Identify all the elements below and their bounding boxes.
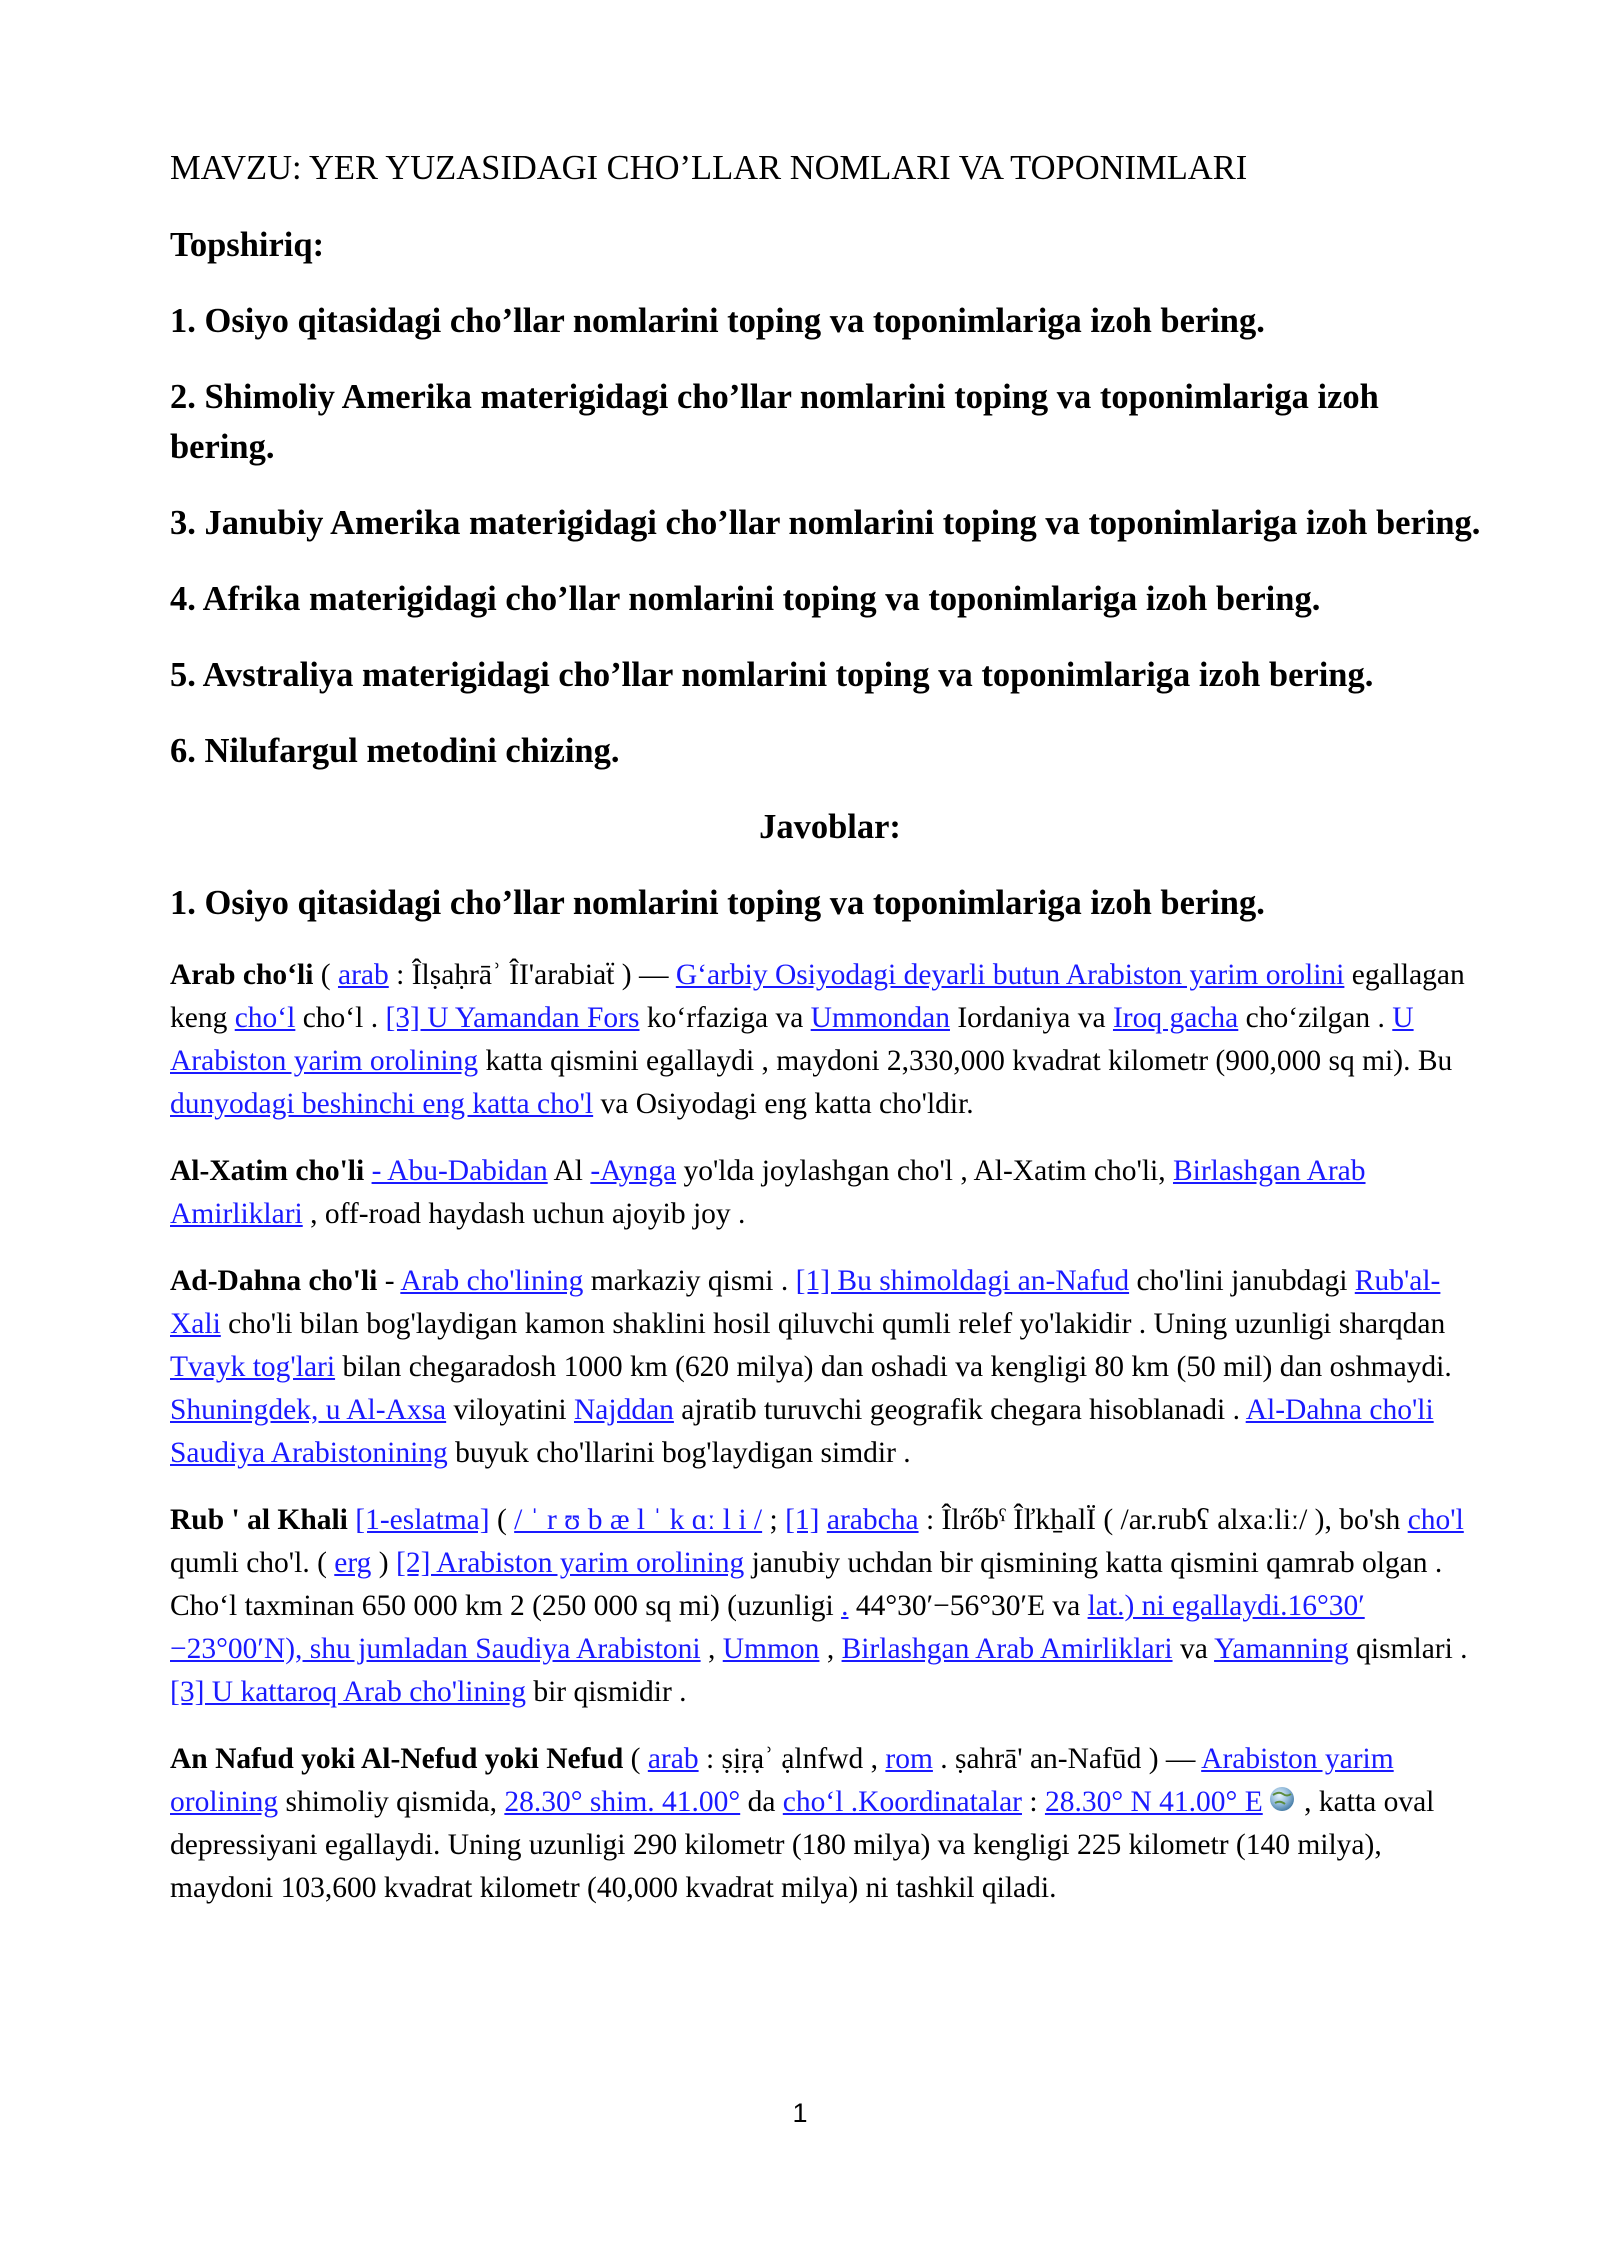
link[interactable]: cho'l — [1407, 1504, 1464, 1536]
document-title: MAVZU: YER YUZASIDAGI CHO’LLAR NOMLARI VA TOPONIMLARI — [170, 149, 1248, 187]
link[interactable]: Najddan — [573, 1394, 674, 1426]
task-item: 4. Afrika materigidagi cho’llar nomlarini toping va toponimlariga izoh bering. — [170, 580, 1321, 618]
text: ajratib turuvchi geografik chegara hisoblanadi . — [673, 1394, 1246, 1426]
link[interactable]: Birlashgan Arab Amirliklari — [170, 1155, 1366, 1230]
text: janubiy uchdan bir qismining katta qismini qamrab olgan . Cho‘l taxminan 650 000 km 2 (250 000 sq mi) (uzunligi — [170, 1547, 1443, 1622]
text: buyuk cho'llarini bog'laydigan simdir . — [447, 1437, 911, 1469]
link[interactable]: Iroq gacha — [1112, 1002, 1239, 1034]
globe-icon[interactable] — [1267, 1783, 1297, 1811]
text: : Îlṣaḥrāʾ ÎI'arabiaẗ ) — — [388, 959, 676, 991]
text: bir qismidir . — [525, 1676, 687, 1708]
text: cho‘l . — [295, 1002, 386, 1034]
link[interactable]: Ummon — [722, 1633, 820, 1665]
link[interactable]: Birlashgan Arab Amirliklari — [841, 1633, 1173, 1665]
text: katta qismini egallaydi , maydoni 2,330,000 kvadrat kilometr (900,000 sq mi). Bu — [478, 1045, 1453, 1077]
text: cho'lini janubdagi — [1129, 1265, 1355, 1297]
task-item: 3. Janubiy Amerika materigidagi cho’llar nomlarini toping va toponimlariga izoh bering. — [170, 504, 1481, 542]
text: yo'lda joylashgan cho'l , Al-Xatim cho'li, — [676, 1155, 1173, 1187]
text: shimoliy qismida, — [278, 1786, 505, 1818]
paragraph-an-nafud — [170, 1738, 1490, 1910]
text: bilan chegaradosh 1000 km (620 milya) dan oshadi va kengligi 80 km (50 mil) dan oshmaydi. — [335, 1351, 1452, 1383]
term-al-khatim: Al-Xatim cho'li — [170, 1155, 365, 1187]
term-an-nafud: An Nafud yoki Al-Nefud yoki Nefud — [170, 1743, 624, 1775]
text: va — [1172, 1633, 1215, 1665]
link[interactable]: Tvayk tog'lari — [170, 1351, 336, 1383]
link[interactable]: -Aynga — [590, 1155, 677, 1187]
paragraph-ad-dahna — [170, 1260, 1490, 1475]
link[interactable]: lat.) ni egallaydi.16°30′−23°00′N), shu jumladan Saudiya Arabistoni — [170, 1590, 1365, 1665]
link[interactable]: cho‘l — [234, 1002, 296, 1034]
document-page — [170, 146, 1490, 1934]
link[interactable]: [3] U Yamandan Fors — [385, 1002, 640, 1034]
text: : — [1021, 1786, 1045, 1818]
text: ko‘rfaziga va — [639, 1002, 811, 1034]
text: markaziy qismi . — [583, 1265, 796, 1297]
link[interactable]: / ˈ r ʊ b æ l ˈ k ɑː l i / — [514, 1504, 763, 1536]
paragraph-al-khatim — [170, 1150, 1490, 1236]
link[interactable]: arabcha — [826, 1504, 919, 1536]
text: , off-road haydash uchun ajoyib joy . — [302, 1198, 746, 1230]
link[interactable]: Rub'al-Xali — [170, 1265, 1441, 1340]
text: cho‘zilgan . — [1238, 1002, 1393, 1034]
text: - — [377, 1265, 401, 1297]
answer-heading: 1. Osiyo qitasidagi cho’llar nomlarini toping va toponimlariga izoh bering. — [170, 884, 1265, 922]
link[interactable]: [2] Arabiston yarim orolining — [396, 1547, 745, 1579]
link[interactable]: Arabiston yarim orolining — [170, 1743, 1394, 1818]
term-arab-desert: Arab cho‘li — [170, 959, 314, 991]
link[interactable]: arab — [337, 959, 389, 991]
text: Al — [547, 1155, 591, 1187]
link[interactable]: . — [841, 1590, 849, 1622]
term-rub-al-khali: Rub ' al Khali — [170, 1504, 348, 1536]
link[interactable]: [1-eslatma] — [355, 1504, 490, 1536]
page-number: 1 — [792, 2098, 808, 2128]
link[interactable]: Ummondan — [810, 1002, 950, 1034]
link[interactable]: [1] — [785, 1504, 820, 1536]
link[interactable]: dunyodagi beshinchi eng katta cho'l — [170, 1088, 594, 1120]
link[interactable]: G‘arbiy Osiyodagi deyarli butun Arabiston yarim orolini — [675, 959, 1345, 991]
text: ; — [762, 1504, 786, 1536]
link[interactable]: 28.30° shim. 41.00° — [504, 1786, 741, 1818]
link[interactable]: Arab cho'lining — [400, 1265, 584, 1297]
text — [819, 1504, 826, 1536]
link[interactable]: Shuningdek, u Al-Axsa — [170, 1394, 447, 1426]
text: ( — [313, 959, 338, 991]
link[interactable]: [1] Bu shimoldagi an-Nafud — [795, 1265, 1130, 1297]
task-item: 2. Shimoliy Amerika materigidagi cho’llar nomlarini toping va toponimlariga izoh bering. — [170, 378, 1379, 466]
paragraph-rub-al-khali — [170, 1499, 1490, 1714]
text: viloyatini — [446, 1394, 574, 1426]
link[interactable]: Al-Dahna cho'li Saudiya Arabistonining — [170, 1394, 1434, 1469]
link[interactable]: erg — [334, 1547, 372, 1579]
text: cho'li bilan bog'laydigan kamon shaklini hosil qiluvchi qumli relef yo'lakidir . Uning uzunligi sharqdan — [220, 1308, 1446, 1340]
text: : Îlrőbˁ ÎľkẖalÏ ( /ar.rubʕ alxaːliː/ ), bo'sh — [918, 1504, 1408, 1536]
text: 44°30′−56°30′E va — [848, 1590, 1088, 1622]
text — [364, 1155, 371, 1187]
text: qismlari . — [1348, 1633, 1468, 1665]
text: . ṣahrā' an-Nafūd ) — — [932, 1743, 1202, 1775]
text: da — [740, 1786, 783, 1818]
link[interactable]: arab — [647, 1743, 699, 1775]
text: , katta oval depressiyani egallaydi. Uning uzunligi 290 kilometr (180 milya) va kengligi 225 kilometr (140 milya), maydoni 103,600 kvadrat kilometr (40,000 kvadrat milya) ni tashkil qiladi. — [170, 1786, 1435, 1904]
link[interactable]: U Arabiston yarim orolining — [170, 1002, 1414, 1077]
task-item: 5. Avstraliya materigidagi cho’llar nomlarini toping va toponimlariga izoh bering. — [170, 656, 1374, 694]
link[interactable]: cho‘l .Koordinatalar — [782, 1786, 1022, 1818]
task-heading: Topshiriq: — [170, 226, 325, 264]
paragraph-arab-desert — [170, 954, 1490, 1126]
link[interactable]: - Abu-Dabidan — [371, 1155, 548, 1187]
text: : ṣịṛạʾ ạlnfwd , — [698, 1743, 886, 1775]
text: ( — [623, 1743, 648, 1775]
text: egallagan keng — [170, 959, 1465, 1034]
text: , — [819, 1633, 842, 1665]
link[interactable]: 28.30° N 41.00° E — [1044, 1786, 1263, 1818]
link[interactable]: rom — [885, 1743, 933, 1775]
text: qumli cho'l. ( — [170, 1547, 335, 1579]
link[interactable]: Yamanning — [1214, 1633, 1349, 1665]
term-ad-dahna: Ad-Dahna cho'li — [170, 1265, 378, 1297]
text: , — [700, 1633, 723, 1665]
task-item: 6. Nilufargul metodini chizing. — [170, 732, 620, 770]
text: Iordaniya va — [949, 1002, 1113, 1034]
task-item: 1. Osiyo qitasidagi cho’llar nomlarini toping va toponimlariga izoh bering. — [170, 302, 1265, 340]
text: va Osiyodagi eng katta cho'ldir. — [593, 1088, 974, 1120]
link[interactable]: [3] U kattaroq Arab cho'lining — [170, 1676, 526, 1708]
answers-heading: Javoblar: — [759, 808, 901, 846]
text: ( — [489, 1504, 515, 1536]
text: ) — [371, 1547, 396, 1579]
